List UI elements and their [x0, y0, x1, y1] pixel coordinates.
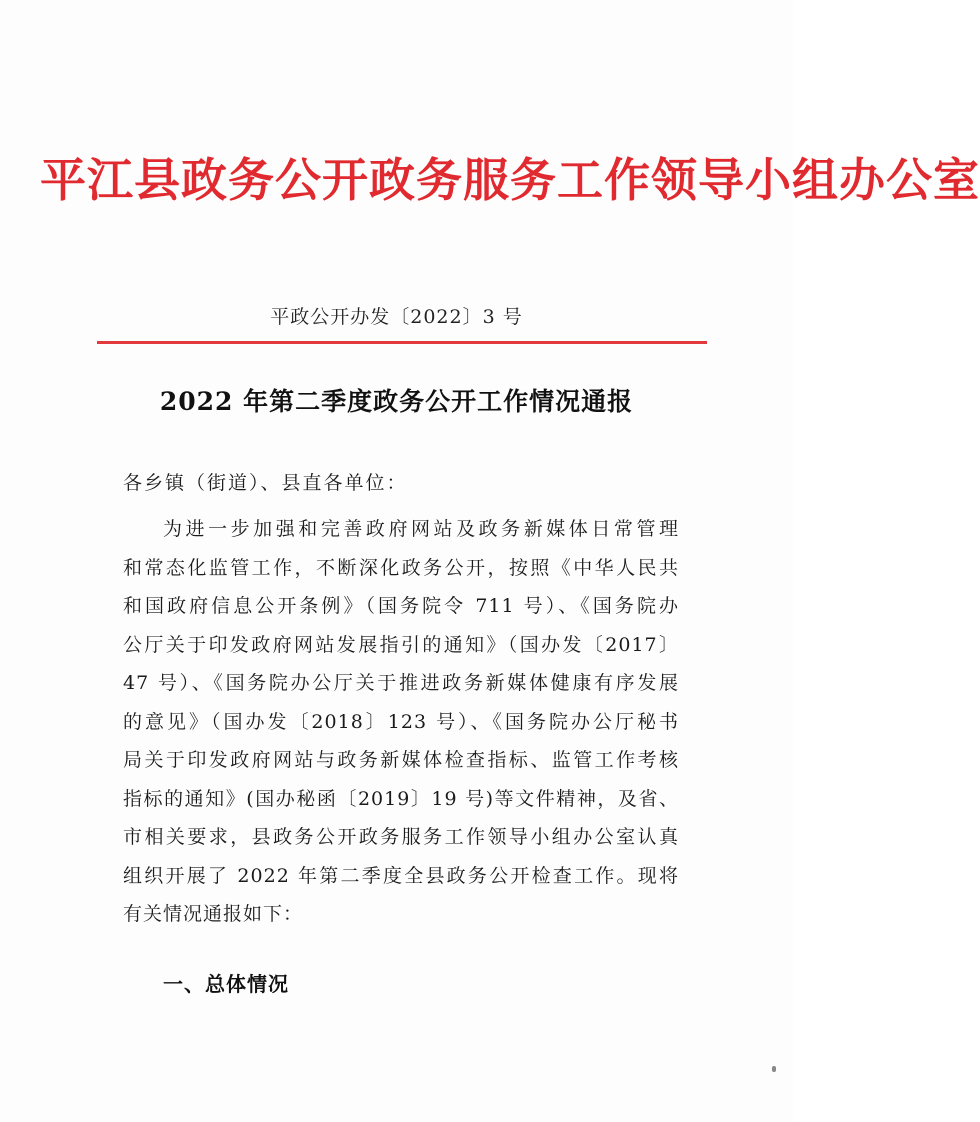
scan-mark: [772, 1066, 776, 1072]
body-line: 为进一步加强和完善政府网站及政务新媒体日常管理: [163, 518, 679, 540]
body-line: 有关情况通报如下：: [123, 903, 304, 925]
body-line: 和国政府信息公开条例》（国务院令 711 号）、《国务院办: [123, 595, 679, 617]
body-line: 和常态化监管工作，不断深化政务公开，按照《中华人民共: [123, 556, 679, 579]
salutation: 各乡镇（街道）、县直各单位：: [123, 472, 408, 494]
body-line: 公厅关于印发政府网站发展指引的通知》（国办发〔2017〕: [123, 633, 679, 656]
body-line: 市相关要求，县政务公开政务服务工作领导小组办公室认真: [123, 826, 679, 848]
issuing-organization-header: 平江县政务公开政务服务工作领导小组办公室: [40, 153, 980, 207]
red-separator-line: [97, 341, 707, 344]
body-line: 组织开展了 2022 年第二季度全县政务公开检查工作。现将: [123, 864, 679, 887]
body-paragraph: [123, 510, 679, 934]
body-line: 局关于印发政府网站与政务新媒体检查指标、监管工作考核: [123, 749, 679, 771]
document-title: 2022 年第二季度政务公开工作情况通报: [159, 387, 634, 416]
body-line: 指标的通知》(国办秘函〔2019〕19 号)等文件精神，及省、: [123, 787, 679, 810]
body-line: 47 号）、《国务院办公厅关于推进政务新媒体健康有序发展: [123, 672, 679, 694]
document-number: 平政公开办发〔2022〕3 号: [270, 306, 523, 328]
body-line: 的意见》（国办发〔2018〕123 号）、《国务院办公厅秘书: [123, 710, 679, 733]
section-heading: 一、总体情况: [163, 972, 289, 996]
